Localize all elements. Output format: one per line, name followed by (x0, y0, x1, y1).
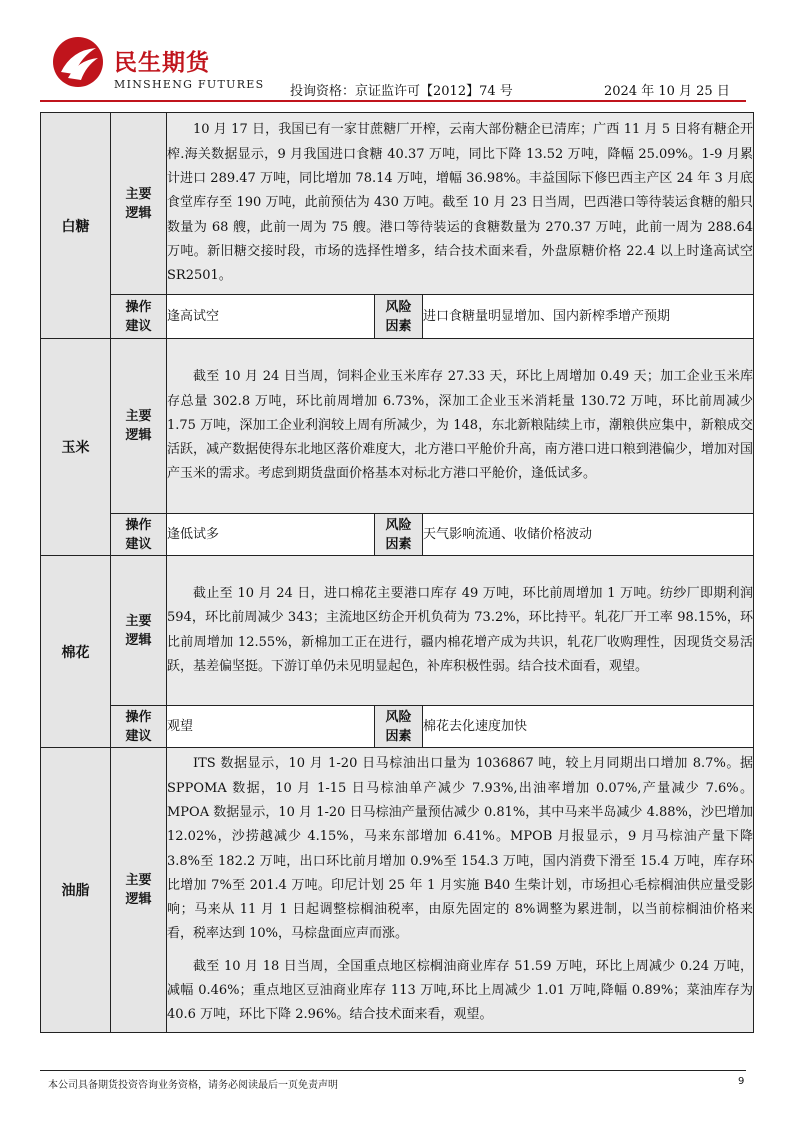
category-corn: 玉米 (41, 339, 111, 556)
operation-label: 操作 建议 (111, 706, 167, 748)
table-row (41, 295, 754, 339)
table-row (41, 514, 754, 556)
sugar-risk: 进口食糖量明显增加、国内新榨季增产预期 (423, 295, 754, 339)
page-number: 9 (738, 1076, 745, 1087)
main-logic-label: 主要 逻辑 (111, 556, 167, 706)
risk-label: 风险 因素 (375, 295, 423, 339)
risk-label: 风险 因素 (375, 514, 423, 556)
category-oils: 油脂 (41, 748, 111, 1033)
main-logic-label: 主要 逻辑 (111, 339, 167, 514)
table-row (41, 748, 754, 1033)
main-logic-label: 主要 逻辑 (111, 748, 167, 1033)
footer-divider (40, 1070, 746, 1071)
main-logic-label: 主要 逻辑 (111, 113, 167, 295)
paragraph: ITS 数据显示，10 月 1-20 日马棕油出口量为 1036867 吨，较上月同期出口增加 8.7%。据 SPPOMA 数据，10 月 1-15 日马棕油单产减少 7.93%,出油率增加 0.07%,产量减少 7.6%。MPOA 数据显示，10 月 1-20 日马棕油产量预估减少 0.81%，其中马来半岛减少 4.88%，沙巴增加 12.02%，沙捞越减少 4.15%，马来东部增加 6.41%。MPOB 月报显示，9 月马棕油产量下降 3.8%至 182.2 万吨，出口环比前月增加 0.9%至 154.3 万吨，国内消费下滑至 15.4 万吨，库存环比增加 7%至 201.4 万吨。印尼计划 25 年 1 月实施 B40 生柴计划，市场担心毛棕榈油供应量受影响；马来从 11 月 1 日起调整棕榈油税率，由原先固定的 8%调整为累进制，以当前棕榈油价格来看，税率达到 10%，马棕盘面应声而涨。 (167, 756, 754, 942)
header-divider (40, 100, 746, 102)
operation-label: 操作 建议 (111, 514, 167, 556)
paragraph: 截止至 10 月 24 日，进口棉花主要港口库存 49 万吨，环比前周增加 1 万吨。纺纱厂即期利润 594，环比前周减少 343；主流地区纺企开机负荷为 73.2%，环比持平。轧花厂开工率 98.15%，环比前周增加 12.55%，新棉加工正在进行，疆内棉花增产成为共识，轧花厂收购理性，因现货交易活跃，基差偏坚挺。下游订单仍未见明显起色，补库积极性弱。结合技术面看，观望。 (167, 585, 754, 674)
sugar-operation: 逢高试空 (167, 295, 375, 339)
category-sugar: 白糖 (41, 113, 111, 339)
brand-name-en: MINSHENG FUTURES (114, 78, 265, 91)
cotton-operation: 观望 (167, 706, 375, 748)
table-row (41, 556, 754, 706)
table-row (41, 339, 754, 514)
category-cotton: 棉花 (41, 556, 111, 748)
footer-disclaimer: 本公司具备期货投资咨询业务资格，请务必阅读最后一页免责声明 (48, 1080, 338, 1091)
table-row (41, 706, 754, 748)
minsheng-logo-icon (52, 36, 104, 88)
paragraph: 10 月 17 日，我国已有一家甘蔗糖厂开榨，云南大部份糖企已清库；广西 11 月 5 日将有糖企开榨.海关数据显示，9 月我国进口食糖 40.37 万吨，同比下降 13.52 万吨，降幅 25.09%。1-9 月累计进口 289.47 万吨，同比增加 78.14 万吨，增幅 36.98%。丰益国际下修巴西主产区 24 年 3 月底食堂库存至 190 万吨，此前预估为 430 万吨。截至 10 月 23 日当周，巴西港口等待装运食糖的船只数量为 68 艘，此前一周为 75 艘。港口等待装运的食糖数量为 270.37 万吨，此前一周为 288.64 万吨。新旧糖交接时段，市场的选择性增多，结合技术面来看，外盘原糖价格 22.4 以上时逢高试空 SR2501。 (167, 122, 754, 284)
report-date: 2024 年 10 月 25 日 (604, 84, 730, 99)
oils-logic (167, 748, 754, 1033)
risk-label: 风险 因素 (375, 706, 423, 748)
paragraph: 截至 10 月 24 日当周，饲料企业玉米库存 27.33 天，环比上周增加 0.49 天；加工企业玉米库存总量 302.8 万吨，环比前周增加 6.73%，深加工企业玉米消耗量 130.72 万吨，环比前周减少 1.75 万吨，深加工企业利润较上周有所减少，为 148，东北新粮陆续上市，潮粮供应集中，新粮成交活跃，减产数据使得东北地区落价难度大，北方港口平舱价升高，南方港口进口粮到港偏少，增加对国产玉米的需求。考虑到期货盘面价格基本对标北方港口平舱价，逢低试多。 (167, 369, 754, 482)
table-row (41, 113, 754, 295)
corn-operation: 逢低试多 (167, 514, 375, 556)
corn-risk: 天气影响流通、收储价格波动 (423, 514, 754, 556)
qualification-text: 投询资格：京证监许可【2012】74 号 (290, 84, 513, 99)
brand-name-cn: 民生期货 (114, 50, 210, 76)
paragraph: 截至 10 月 18 日当周，全国重点地区棕榈油商业库存 51.59 万吨，环比上周减少 0.24 万吨，减幅 0.46%；重点地区豆油商业库存 113 万吨,环比上周减少 1.01 万吨,降幅 0.89%；菜油库存为 40.6 万吨，环比下降 2.96%。结合技术面来看，观望。 (167, 958, 754, 1023)
commodity-table (40, 112, 754, 1033)
cotton-risk: 棉花去化速度加快 (423, 706, 754, 748)
corn-logic (167, 339, 754, 514)
cotton-logic (167, 556, 754, 706)
operation-label: 操作 建议 (111, 295, 167, 339)
sugar-logic (167, 113, 754, 295)
